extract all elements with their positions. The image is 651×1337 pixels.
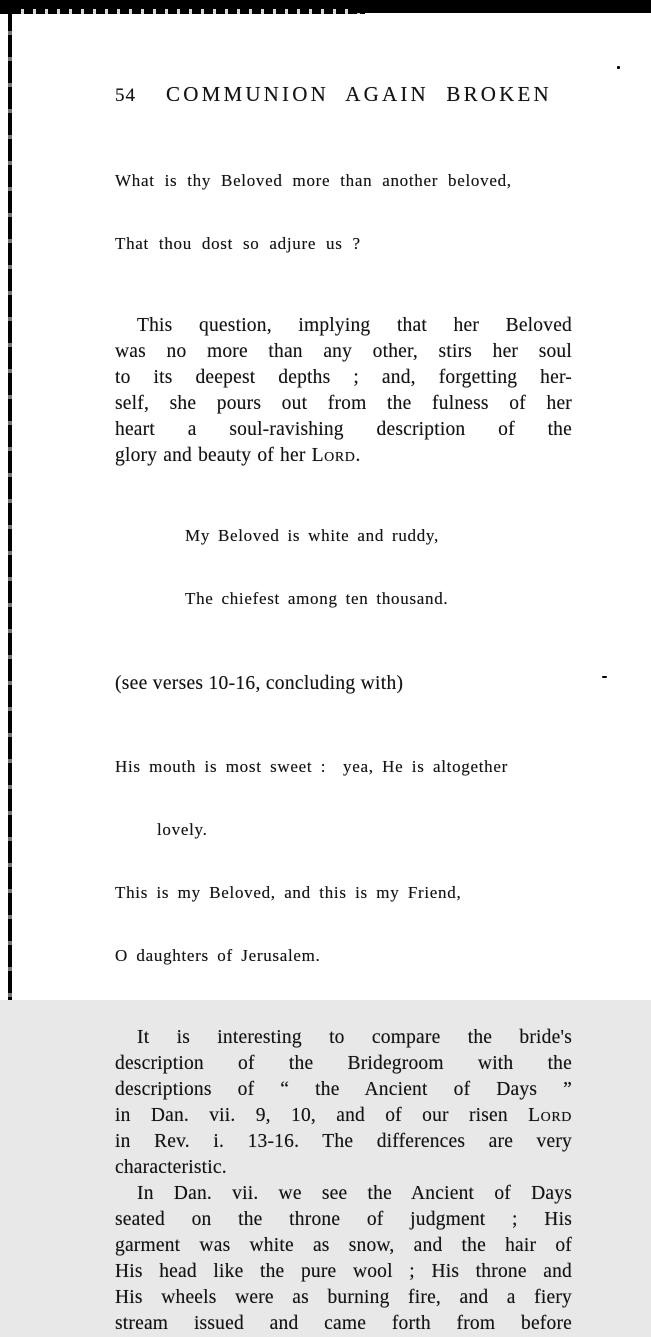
text-line: What is thy Beloved more than another beloved, — [115, 171, 512, 190]
text-line: The chiefest among ten thousand. — [185, 589, 449, 608]
scan-speck — [602, 676, 607, 678]
page-content — [115, 14, 572, 1337]
lord-smallcaps: Lord — [311, 445, 356, 466]
running-title: COMMUNION AGAIN BROKEN — [166, 82, 552, 106]
page-header — [115, 82, 572, 107]
text-line: in Rev. i. 13-16. The differences are very — [115, 1131, 572, 1152]
text-line: O daughters of Jerusalem. — [115, 946, 321, 965]
text-line: self, she pours out from the fulness of her — [115, 393, 572, 414]
text-line: characteristic. — [115, 1157, 227, 1178]
text-line: description of the Bridegroom with the — [115, 1053, 572, 1074]
text-line: His mouth is most sweet : yea, He is altogether — [115, 757, 508, 776]
text-segment: in Dan. vii. 9, 10, and of our risen — [115, 1105, 529, 1126]
epigraph-quote — [115, 128, 572, 296]
paragraph-2 — [115, 1025, 572, 1181]
scan-artifact-top-bar — [0, 0, 651, 9]
block-quote — [115, 714, 572, 1008]
text-line: It is interesting to compare the bride's — [137, 1027, 572, 1048]
text-line: In Dan. vii. we see the Ancient of Days — [137, 1183, 572, 1204]
text-line: That thou dost so adjure us ? — [115, 234, 361, 253]
text-segment: glory and beauty of her — [115, 445, 312, 466]
text-line: This is my Beloved, and this is my Friend, — [115, 883, 462, 902]
page-number: 54 — [115, 85, 136, 106]
text-line: His wheels were as burning fire, and a fiery — [115, 1287, 572, 1308]
paragraph-3 — [115, 1181, 572, 1337]
text-line: This question, implying that her Beloved — [137, 315, 572, 336]
text-line: descriptions of “ the Ancient of Days ” — [115, 1079, 572, 1100]
text-line: to its deepest depths ; and, forgetting her- — [115, 367, 572, 388]
text-line: was no more than any other, stirs her soul — [115, 341, 572, 362]
scan-artifact-left-edge — [8, 9, 12, 1000]
text-line: garment was white as snow, and the hair of — [115, 1235, 572, 1256]
lord-smallcaps: Lord — [528, 1105, 572, 1126]
text-line — [115, 1103, 572, 1129]
text-segment: . — [355, 445, 361, 466]
verse-quote — [185, 483, 572, 651]
paragraph-1 — [115, 313, 572, 469]
text-line: My Beloved is white and ruddy, — [185, 526, 439, 545]
text-line: His head like the pure wool ; His throne and — [115, 1261, 572, 1282]
text-line: lovely. — [157, 820, 208, 839]
text-line — [115, 443, 572, 469]
text-line: stream issued and came forth from before — [115, 1313, 572, 1334]
scan-speck — [617, 66, 620, 69]
see-verses-note: (see verses 10-16, concluding with) — [115, 673, 404, 694]
text-line: seated on the throne of judgment ; His — [115, 1209, 572, 1230]
text-line: heart a soul-ravishing description of the — [115, 419, 572, 440]
